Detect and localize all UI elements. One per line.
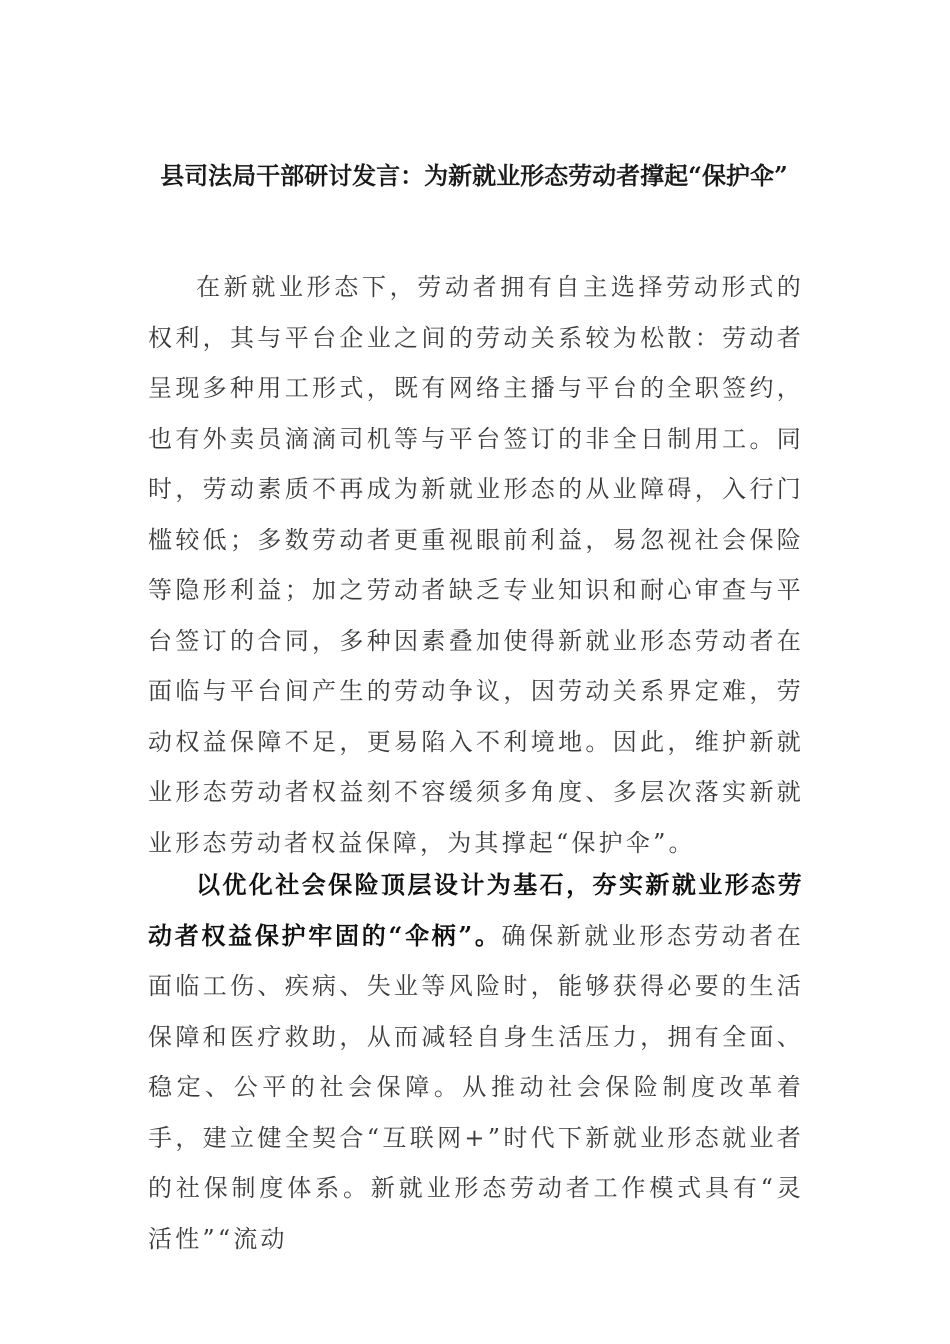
document-title: 县司法局干部研讨发言：为新就业形态劳动者撑起“保护伞” (160, 161, 788, 190)
paragraph-intro: 在新就业形态下，劳动者拥有自主选择劳动形式的权利，其与平台企业之间的劳动关系较为松散：劳动者呈现多种用工形式，既有网络主播与平台的全职签约，也有外卖员滴滴司机等与平台签订的非全日制用工。同时，劳动素质不再成为新就业形态的从业障碍，入行门槛较低；多数劳动者更重视眼前利益，易忽视社会保险等隐形利益；加之劳动者缺乏专业知识和耐心审查与平台签订的合同，多种因素叠加使得新就业形态劳动者在面临与平台间产生的劳动争议，因劳动关系界定难，劳动权益保障不足，更易陷入不利境地。因此，维护新就业形态劳动者权益刻不容缓须多角度、多层次落实新就业形态劳动者权益保障，为其撑起“保护伞”。 (148, 273, 804, 857)
paragraph-social-insurance (148, 860, 804, 1264)
paragraph-lead-heading: 以优化社会保险顶层设计为基石，夯实新就业形态劳动者权益保护牢固的“伞柄”。 (148, 870, 804, 950)
paragraph-body: 确保新就业形态劳动者在面临工伤、疾病、失业等风险时，能够获得必要的生活保障和医疗救助，从而减轻自身生活压力，拥有全面、稳定、公平的社会保障。从推动社会保险制度改革着手，建立健全契合“互联网+”时代下新就业形态就业者的社保制度体系。新就业形态劳动者工作模式具有“灵活性”“流动 (148, 921, 804, 1253)
